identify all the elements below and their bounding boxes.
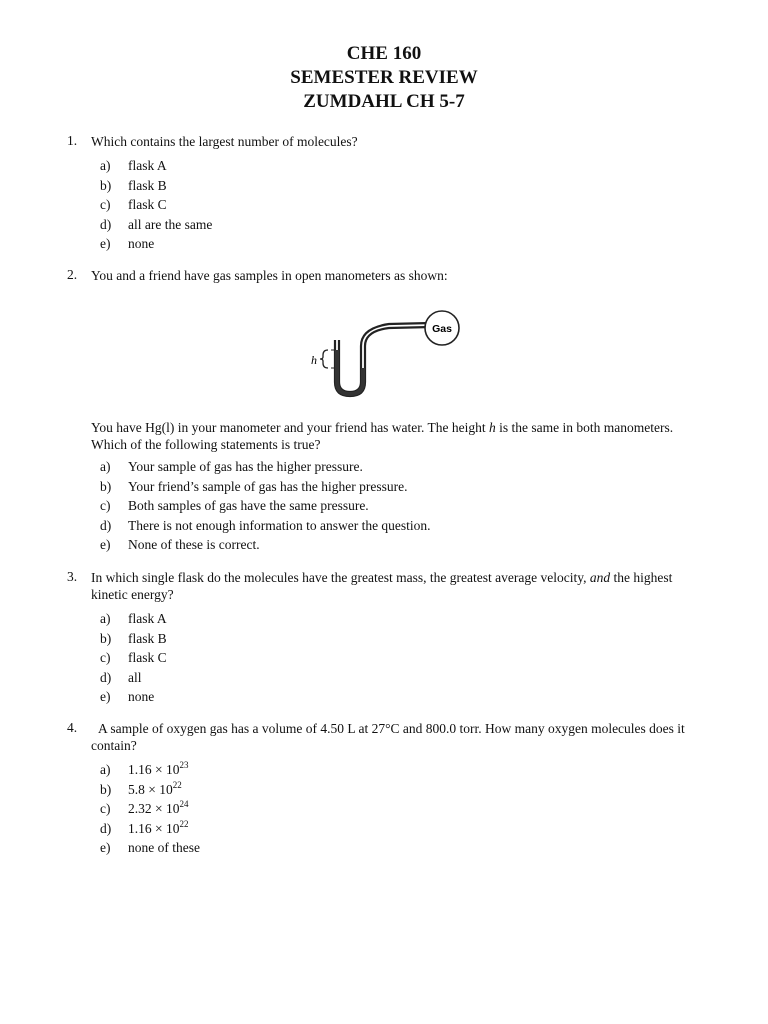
question-4-choices: [100, 760, 200, 858]
choice-2a: a) Your sample of gas has the higher pressure.: [100, 459, 363, 474]
question-4-text: A sample of oxygen gas has a volume of 4.50 L at 27°C and 800.0 torr. How many oxygen molecules does it contain?: [91, 721, 685, 753]
emphasis-and: and: [589, 570, 611, 585]
choice-3d: d) all: [100, 669, 142, 685]
question-3-number: 3.: [67, 569, 78, 584]
question-1-number: 1.: [67, 133, 78, 148]
manometer-tube-inner: [339, 323, 431, 392]
choice-1e: e) none: [100, 236, 155, 252]
choice-4d: d) $1.16 \times 10^{22}$: [100, 818, 189, 836]
choice-2b: b) Your friend’s sample of gas has the higher pressure.: [100, 478, 408, 494]
choice-1d: d) all are the same: [100, 216, 213, 232]
choice-4a: a) $1.16 \times 10^{23}$: [100, 760, 189, 777]
question-1-text: Which contains the largest number of molecules?: [91, 134, 358, 149]
question-2-text: You and a friend have gas samples in open manometers as shown:: [91, 268, 448, 283]
choice-2e: e) None of these is correct.: [100, 537, 260, 553]
choice-3e: e) none: [100, 689, 155, 705]
manometer-tube-outer: [335, 327, 431, 396]
choice-3c: c) flask C: [100, 650, 167, 666]
height-label: h: [311, 353, 317, 367]
height-bracket: [320, 350, 328, 368]
document-title: [0, 42, 768, 114]
question-3-text: In which single flask do the molecules have the greatest mass, the greatest average velocity, and the highest kinetic energy?: [91, 570, 673, 602]
choice-4b: b) $5.8 \times 10^{22}$: [100, 779, 182, 797]
choice-4e: e) none of these: [100, 840, 200, 856]
question-2-choices: [100, 457, 431, 555]
choice-4c: c) $2.32 \times 10^{24}$: [100, 799, 189, 817]
choice-2c: c) Both samples of gas have the same pressure.: [100, 498, 369, 514]
height-variable: h: [489, 420, 496, 435]
gas-label: Gas: [432, 323, 452, 335]
question-2-number: 2.: [67, 267, 78, 282]
choice-2d: d) There is not enough information to answer the question.: [100, 517, 431, 533]
chapter-range: ZUMDAHL CH 5-7: [303, 91, 465, 112]
choice-3b: b) flask B: [100, 630, 167, 646]
review-title: SEMESTER REVIEW: [290, 67, 478, 88]
question-4-number: 4.: [67, 720, 78, 735]
question-3-choices: [100, 609, 167, 707]
choice-1c: c) flask C: [100, 197, 167, 213]
choice-3a: a) flask A: [100, 611, 167, 626]
question-1-choices: [100, 156, 212, 254]
manometer-diagram: [304, 306, 466, 400]
course-code: CHE 160: [346, 43, 422, 64]
choice-1a: a) flask A: [100, 158, 167, 173]
question-2-followup: You have Hg(l) in your manometer and your friend has water. The height h is the same in both manometers. Which of the following statements is true?: [91, 420, 674, 452]
choice-1b: b) flask B: [100, 177, 167, 193]
